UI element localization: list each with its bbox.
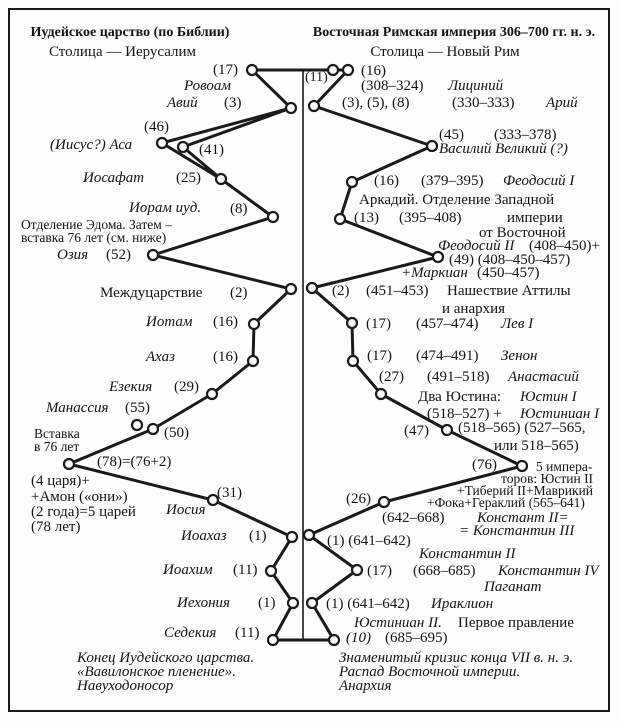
zeno-dates: (474–491) (416, 348, 479, 364)
emperor-theodosius2: Феодосий II (438, 238, 515, 254)
king-manassia: Манассия (46, 400, 109, 416)
arius-name: Арий (546, 95, 578, 111)
judah-footer-line1: Конец Иудейского царства. (77, 650, 255, 666)
attila-invasion: Нашествие Аттилы (447, 283, 571, 299)
emperor-justinian1: Юстиниан I (520, 406, 600, 422)
theodosius1-years: (16) (374, 173, 399, 189)
king-ezekia: Езекия (109, 379, 153, 395)
justins-years: (47) (404, 423, 429, 439)
emperor-justin1: Юстин I (520, 389, 577, 405)
licinius-dates: (308–324) (361, 78, 424, 94)
king-iosafat-years: (25) (176, 170, 201, 186)
king-manassia-years: (55) (125, 400, 150, 416)
basil-name: Василий Великий (?) (439, 141, 568, 157)
king-iotam-years: (16) (213, 314, 238, 330)
king-asa: (Иисус?) Аса (50, 137, 133, 153)
emperor-anastasius: Анастасий (508, 369, 579, 385)
emperor-theodosius1: Феодосий I (503, 173, 575, 189)
king-asa-years: (46) (144, 119, 169, 135)
king-ahaz-years: (16) (213, 349, 238, 365)
king-avij-years: (3) (224, 95, 242, 111)
five-emperors-line1: 5 импера- (536, 459, 593, 474)
arcadius-years: (13) (354, 210, 379, 226)
emperor-marcian: +Маркиан (401, 265, 468, 281)
king-sedekia-years: (11) (235, 625, 260, 641)
constantine4-dates: (668–685) (413, 563, 476, 579)
leo1-years: (17) (366, 316, 391, 332)
constantine2-years: (1) (641–642) (327, 533, 411, 549)
judah-capital: Столица — Иерусалим (48, 44, 197, 60)
emperor-justinian2: Юстиниан II. (354, 615, 442, 631)
five-emperors-line4: +Фока+Гераклий (565–641) (427, 495, 585, 510)
judah-years-78-formula: (78)=(76+2) (97, 454, 172, 470)
byz-footer-line3: Анархия (339, 678, 392, 694)
byzantium-capital: Столица — Новый Рим (370, 44, 520, 60)
emperor-constantine3: = Константин III (459, 523, 575, 539)
king-sedekia: Седекия (164, 625, 217, 641)
king-ezekia-years: (29) (174, 379, 199, 395)
attila-years: (2) (332, 283, 350, 299)
king-iehonia: Иехония (177, 595, 230, 611)
zeno-years: (17) (367, 348, 392, 364)
king-ozia-years: (52) (106, 247, 131, 263)
judah-line (69, 70, 293, 640)
byz-years-26: (26) (346, 491, 371, 507)
heraclonas-years: (1) (641–642) (326, 596, 410, 612)
attila-dates: (451–453) (366, 283, 429, 299)
emperor-licinius: Лициний (448, 78, 504, 94)
byz-years-16: (16) (361, 63, 386, 79)
basil-years: (45) (439, 127, 464, 143)
judah-years-17: (17) (213, 62, 238, 78)
king-ioahim: Иоахим (163, 562, 213, 578)
constantine4-years: (17) (367, 563, 392, 579)
five-emperors-line3: +Тиберий II+Маврикий (457, 483, 593, 498)
judah-footer-line2: «Вавилонское пленение». (77, 664, 236, 680)
arcadius-note3: от Восточной (479, 225, 566, 241)
arcadius-note2: империи (507, 210, 563, 226)
king-iosafat: Иосафат (83, 170, 145, 186)
arius-years: (3), (5), (8) (342, 95, 410, 111)
basil-dates: (333–378) (494, 127, 557, 143)
anastasius-years: (27) (379, 369, 404, 385)
theodosius2-dates: (408–450)+ (529, 238, 600, 254)
king-ioahim-years: (11) (233, 562, 258, 578)
justinian2-note: Первое правление (458, 615, 574, 631)
judah-years-50: (50) (164, 425, 189, 441)
kings-note-line1: (4 царя)+ (31, 473, 90, 489)
judah-footer-line3: Навуходоносор (77, 678, 174, 694)
kings-note-line3: (2 года)=5 царей (31, 504, 136, 520)
marcian-dates: (450–457) (477, 265, 540, 281)
king-iotam: Иотам (146, 314, 193, 330)
king-ioram-years: (8) (230, 201, 248, 217)
anarchy-label: и анархия (442, 301, 506, 317)
king-ozia: Озия (57, 247, 89, 263)
theodosius2-years: (49) (408–450–457) (449, 252, 571, 268)
king-ahaz: Ахаз (146, 349, 175, 365)
interregnum-label: Междуцарствие (100, 285, 203, 301)
judah-title: Иудейское царство (по Библии) (30, 25, 230, 40)
kings-note-line2: +Амон («они») (31, 489, 128, 505)
emperor-leo1: Лев I (501, 316, 534, 332)
king-ioahaz-years: (1) (249, 528, 267, 544)
edom-note-line2: вставка 76 лет (см. ниже) (21, 230, 167, 245)
emperor-heraclonas: Ираклион (431, 596, 494, 612)
byz-years-11: (11) (305, 70, 328, 85)
arius-dates: (330–333) (452, 95, 515, 111)
five-emperors-years: (76) (472, 457, 497, 473)
king-ioahaz: Иоахаз (181, 528, 227, 544)
king-rovoam: Ровоам (184, 78, 232, 94)
arcadius-note: Аркадий. Отделение Западной (359, 192, 555, 208)
five-emperors-line2: торов: Юстин II (501, 471, 594, 486)
byz-footer-line2: Распад Восточной империи. (339, 664, 521, 680)
two-justins-label: Два Юстина: (418, 389, 502, 405)
byzantium-title: Восточная Римская империя 306–700 гг. н. э. (312, 25, 596, 40)
king-iosia-years: (31) (217, 485, 242, 501)
constans2-dates: (642–668) (382, 510, 445, 526)
theodosius1-dates: (379–395) (421, 173, 484, 189)
emperor-zeno: Зенон (501, 348, 538, 364)
paganat-label: Паганат (484, 579, 542, 595)
edom-note-line1: Отделение Эдома. Затем – (21, 217, 172, 232)
emperor-constantine4: Константин IV (498, 563, 599, 579)
justinian1-dates2: или 518–565) (494, 438, 579, 454)
byz-footer-line1: Знаменитый кризис конца VII в. н. э. (339, 650, 574, 666)
king-avij: Авий (167, 95, 198, 111)
emperor-constantine2: Константин II (419, 546, 516, 562)
judah-years-41: (41) (199, 142, 224, 158)
justinian1-dates: (518–565) (527–565, (458, 420, 586, 436)
king-iehonia-years: (1) (258, 595, 276, 611)
insert-note-line1: Вставка (34, 426, 80, 441)
king-ioram: Иорам иуд. (129, 200, 202, 216)
king-iosia: Иосия (166, 502, 206, 518)
insert-note-line2: в 76 лет (34, 439, 80, 454)
interregnum-years: (2) (230, 285, 248, 301)
emperor-constans2: Констант II= (477, 510, 569, 526)
anastasius-dates: (491–518) (427, 369, 490, 385)
leo1-dates: (457–474) (416, 316, 479, 332)
justinian2-dates: (685–695) (385, 630, 448, 646)
arcadius-dates: (395–408) (399, 210, 462, 226)
justinian2-years: (10) (346, 630, 371, 646)
justin1-dates: (518–527) + (427, 406, 502, 422)
kings-note-line4: (78 лет) (31, 519, 81, 535)
